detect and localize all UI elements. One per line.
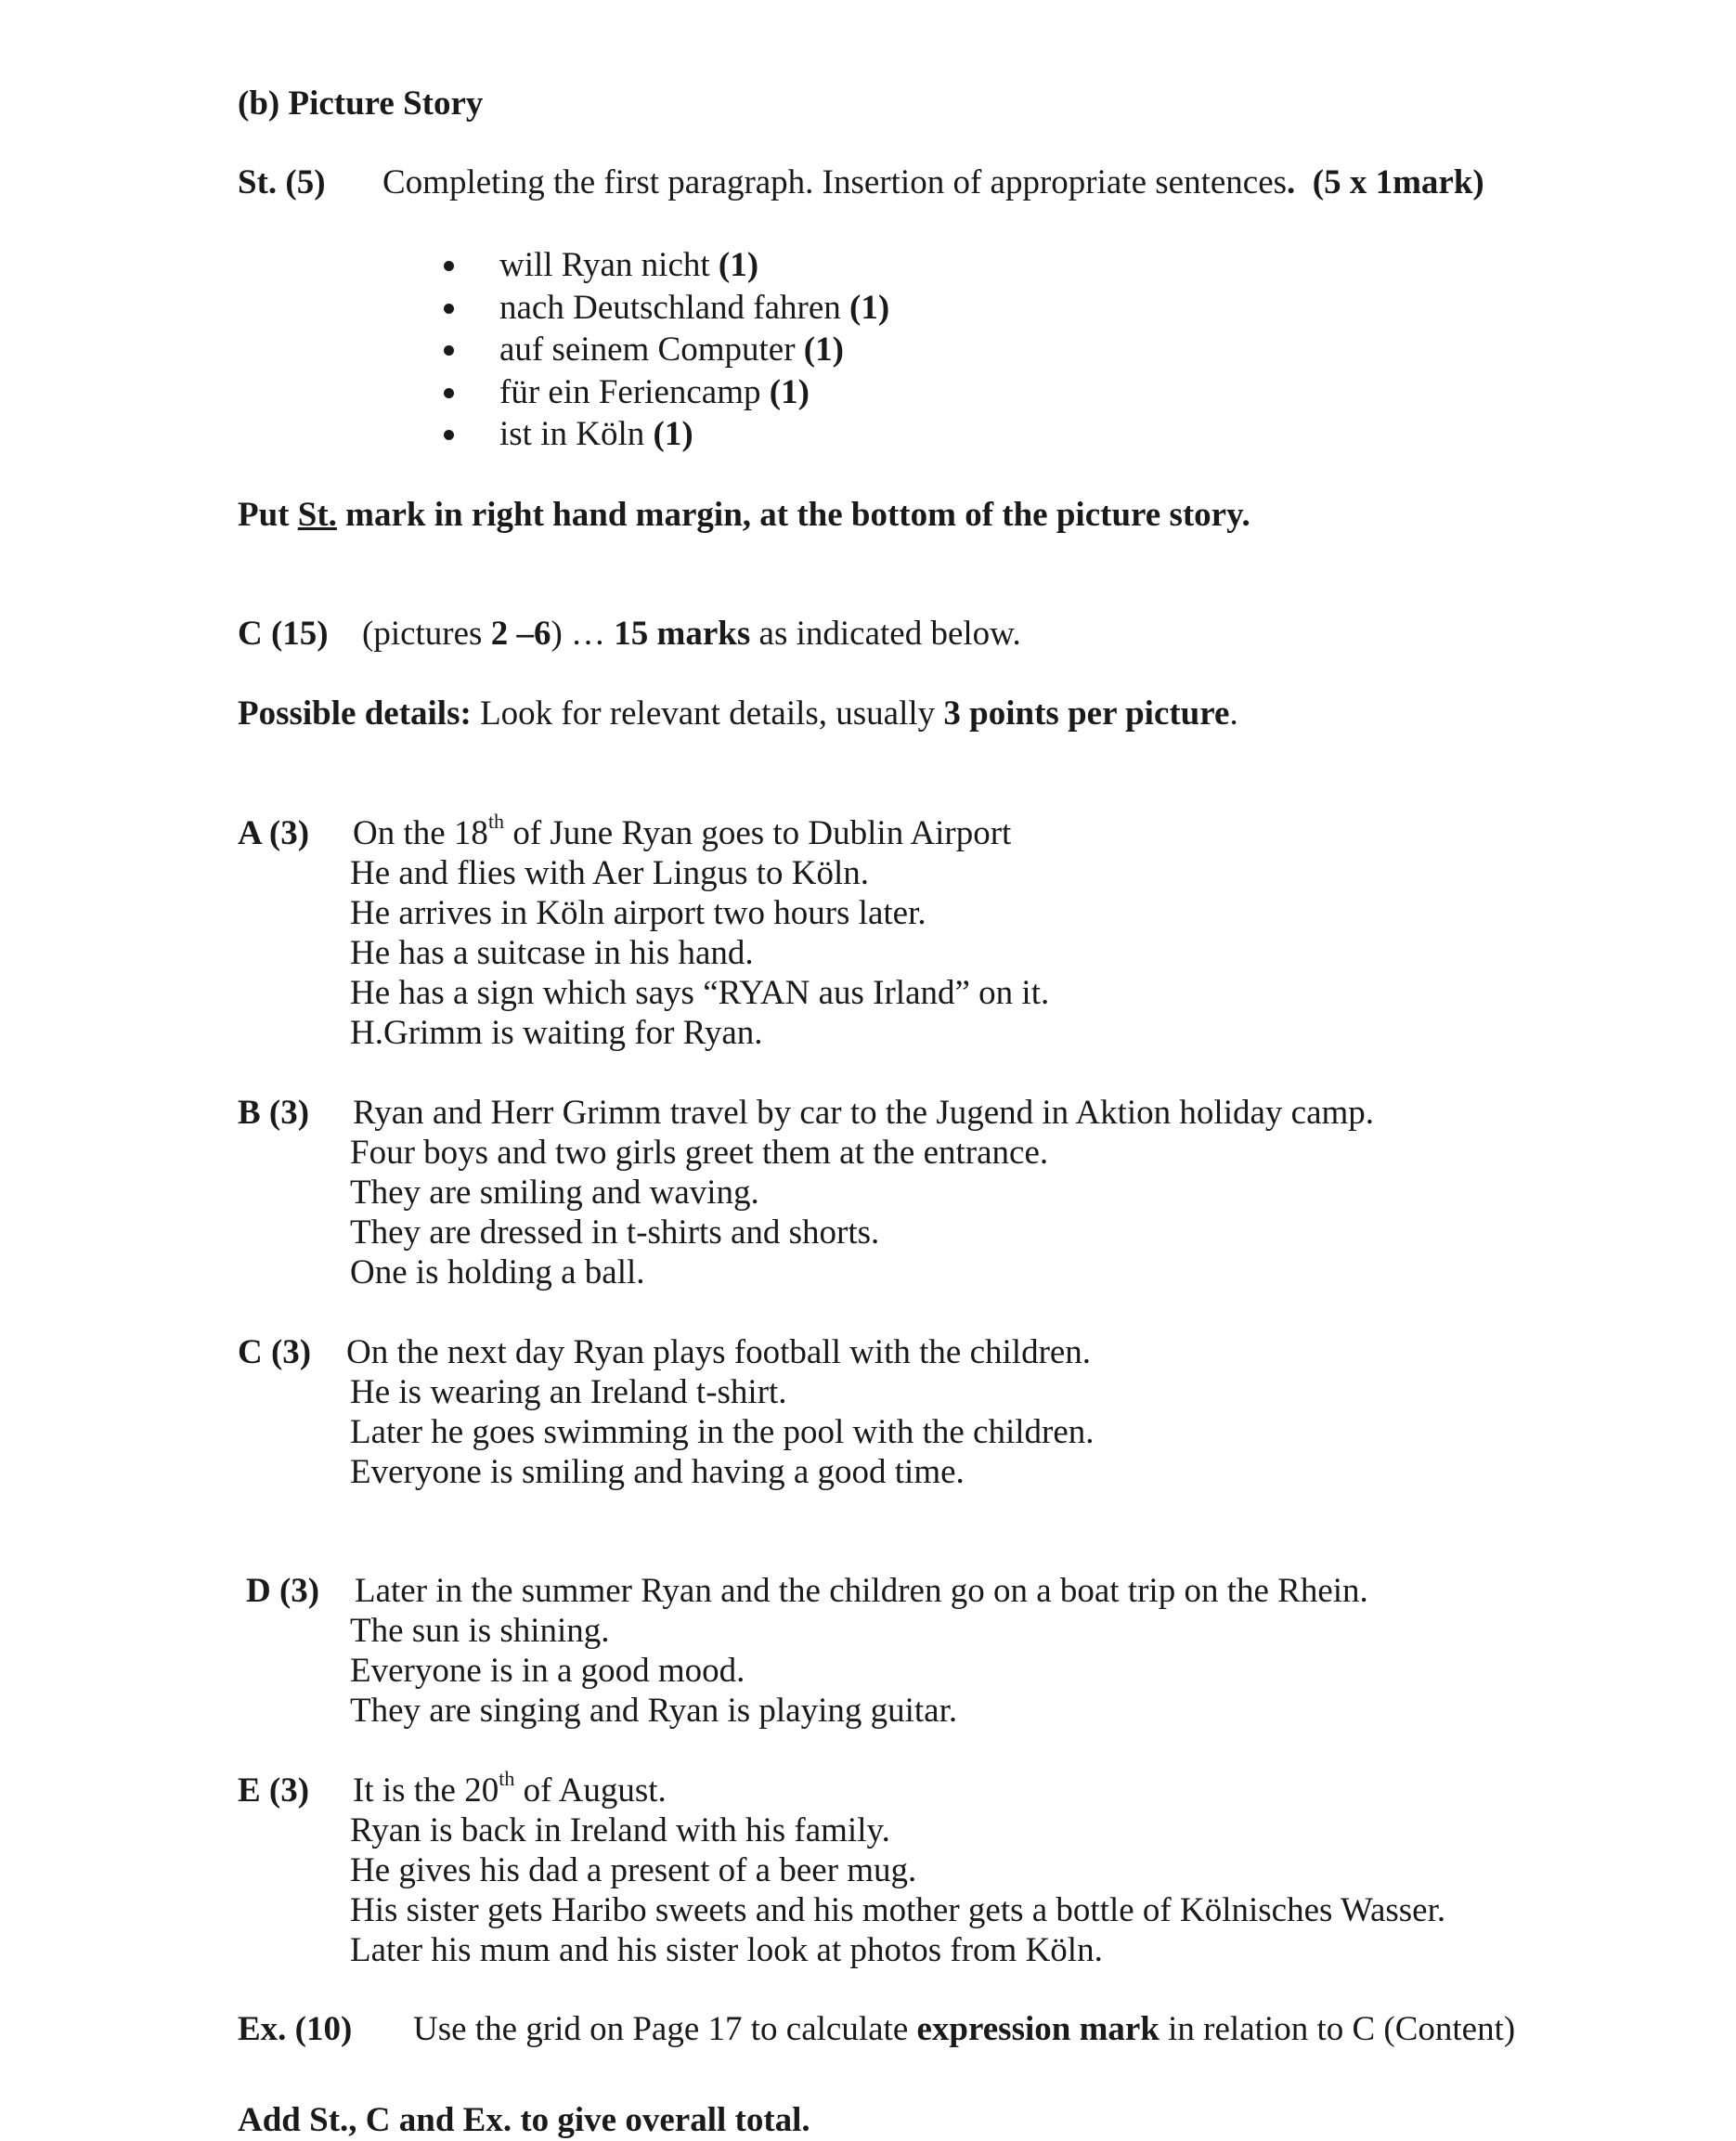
bullet-item: will Ryan nicht (1) [499, 246, 759, 284]
st-text: Completing the first paragraph. Insertion of appropriate sentences [382, 163, 1288, 201]
section-d-line: Later in the summer Ryan and the children go on a boat trip on the Rhein. [355, 1572, 1368, 1610]
st-label: St. (5) [238, 163, 326, 201]
bullet-item: auf seinem Computer (1) [499, 331, 844, 369]
section-e-line: His sister gets Haribo sweets and his mother gets a bottle of Kölnisches Wasser. [350, 1891, 1446, 1929]
ex-label: Ex. (10) [238, 2010, 353, 2048]
section-d-line: They are singing and Ryan is playing guitar. [350, 1692, 958, 1730]
section-a-line: He arrives in Köln airport two hours later. [350, 894, 926, 932]
section-e-line: It is the 20th of August. [353, 1766, 667, 1810]
st-dot: . [1287, 163, 1296, 201]
bullet-item: nach Deutschland fahren (1) [499, 289, 890, 327]
section-c-label: C (3) [238, 1333, 312, 1371]
c-description: (pictures 2 –6) … 15 marks as indicated below. [362, 615, 1021, 653]
section-c-line: He is wearing an Ireland t-shirt. [350, 1373, 787, 1411]
final-total-note: Add St., C and Ex. to give overall total. [238, 2101, 810, 2139]
section-a-line: He has a suitcase in his hand. [350, 934, 754, 972]
section-b-line: One is holding a ball. [350, 1253, 645, 1291]
section-a-line: He and flies with Aer Lingus to Köln. [350, 854, 870, 892]
section-a-label: A (3) [238, 814, 310, 852]
section-e-line: He gives his dad a present of a beer mug. [350, 1851, 917, 1889]
bullet-icon [444, 261, 454, 271]
bullet-icon [444, 388, 454, 398]
section-d-line: Everyone is in a good mood. [350, 1652, 745, 1690]
bullet-item: für ein Feriencamp (1) [499, 373, 810, 411]
section-e-line: Ryan is back in Ireland with his family. [350, 1811, 890, 1849]
section-heading: (b) Picture Story [238, 84, 484, 123]
section-c-line: On the next day Ryan plays football with the children. [346, 1333, 1092, 1371]
section-a-line: On the 18th of June Ryan goes to Dublin Airport [353, 809, 1012, 852]
section-b-line: Four boys and two girls greet them at the entrance. [350, 1134, 1049, 1172]
put-mark-note: Put St. mark in right hand margin, at the bottom of the picture story. [238, 496, 1250, 534]
bullet-icon [444, 430, 454, 440]
section-b-line: They are smiling and waving. [350, 1174, 759, 1212]
section-e-line: Later his mum and his sister look at photos from Köln. [350, 1931, 1103, 1969]
st-instruction [382, 162, 1484, 203]
section-a-line: H.Grimm is waiting for Ryan. [350, 1014, 763, 1052]
ex-description: Use the grid on Page 17 to calculate expression mark in relation to C (Content) [413, 2010, 1516, 2048]
section-b-label: B (3) [238, 1094, 310, 1132]
bullet-icon [444, 304, 454, 314]
bullet-item: ist in Köln (1) [499, 415, 693, 453]
section-b-line: They are dressed in t-shirts and shorts. [350, 1213, 880, 1252]
st-marks: (5 x 1mark) [1312, 163, 1484, 201]
section-b-line: Ryan and Herr Grimm travel by car to the Jugend in Aktion holiday camp. [353, 1094, 1375, 1132]
section-d-line: The sun is shining. [350, 1612, 610, 1650]
section-c-line: Later he goes swimming in the pool with the children. [350, 1413, 1095, 1451]
c-label: C (15) [238, 615, 329, 653]
section-a-line: He has a sign which says “RYAN aus Irland” on it. [350, 974, 1050, 1012]
section-e-label: E (3) [238, 1771, 310, 1810]
possible-details: Possible details: Look for relevant details, usually 3 points per picture. [238, 694, 1238, 733]
section-d-label: D (3) [246, 1572, 320, 1610]
section-c-line: Everyone is smiling and having a good time. [350, 1453, 965, 1491]
bullet-icon [444, 345, 454, 356]
